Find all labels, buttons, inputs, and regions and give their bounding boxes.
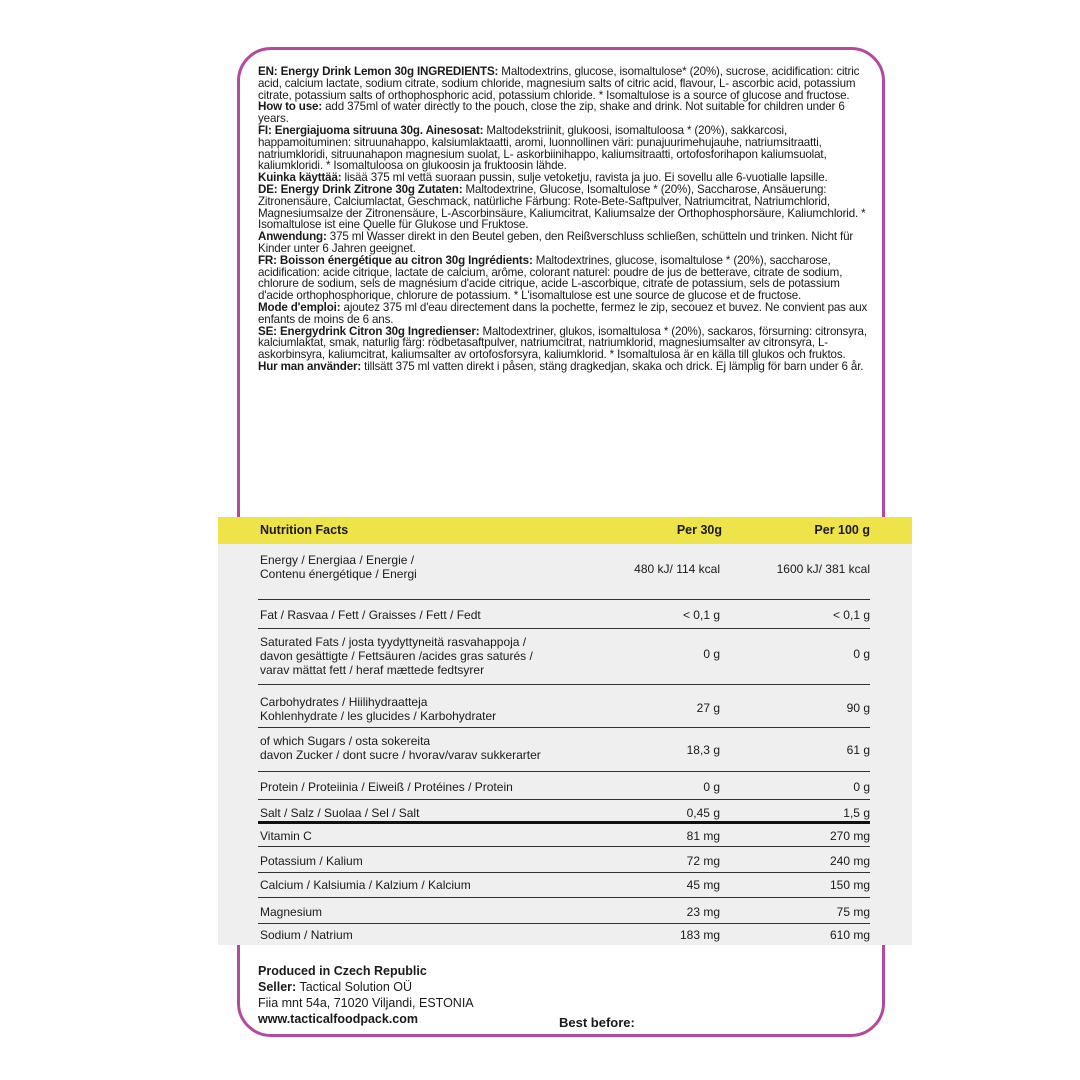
value-per-30g: 18,3 g	[686, 743, 720, 757]
ingredients-fr: FR: Boisson énergétique au citron 30g Ingrédients: Maltodextrines, glucose, isomaltulose * (20%), saccharose, acidification: acide citrique, lactate de calcium, arôme, colorant naturel: poudre de jus de betterave, citrate de sodium, chlorure de sodium, sels de magnésium d'acide citrique, acide L-ascorbique, citrate de potassium, sels de potassium d'acide orthophosphorique, chlorure de potassium. * L'isomaltulose est une source de glucose et de fructose.	[258, 253, 843, 303]
value-per-100g: 1,5 g	[843, 806, 870, 820]
nutrition-row	[258, 600, 870, 629]
nutrition-row	[258, 898, 870, 924]
value-per-30g: 0,45 g	[686, 806, 720, 820]
nutrient-name: Magnesium	[260, 905, 323, 919]
nutrition-row	[258, 873, 870, 898]
value-per-100g: 610 mg	[829, 928, 870, 942]
produced-in: Produced in Czech Republic	[258, 964, 427, 978]
nutrient-name: Potassium / Kalium	[260, 854, 363, 868]
value-per-30g: 23 mg	[686, 905, 720, 919]
nutrition-row	[258, 800, 870, 824]
value-per-30g: < 0,1 g	[682, 608, 720, 622]
nutrient-name: Fat / Rasvaa / Fett / Graisses / Fett / Fedt	[260, 608, 481, 622]
value-per-30g: 480 kJ/ 114 kcal	[634, 562, 720, 576]
value-per-100g: 0 g	[853, 647, 870, 661]
nutrition-row	[258, 685, 870, 728]
nutrition-header	[218, 517, 912, 544]
column-header-per-100g: Per 100 g	[814, 523, 870, 537]
nutrition-row	[258, 824, 870, 847]
nutrition-row	[258, 847, 870, 873]
value-per-100g: 240 mg	[829, 854, 870, 868]
usage-se: Hur man använder: tillsätt 375 ml vatten direkt i påsen, stäng dragkedjan, skaka och drick. Ej lämplig för barn under 6 år.	[258, 359, 864, 373]
ingredients-de: DE: Energy Drink Zitrone 30g Zutaten: Maltodextrine, Glucose, Isomaltulose * (20%), Saccharose, Ansäuerung: Zitronensäure, Calciumlactat, Geschmack, natürliche Färbung: Rote-Bete-Saftpulver, Natriumcitrat, Natriumchlorid, Magnesiumsalze der Zitronensäure, L-Ascorbinsäure, Kaliumcitrat, Kaliumsalze der Orthophosphorsäure, Kaliumchlorid. * Isomaltulose ist eine Quelle für Glukose und Fruktose.	[258, 182, 866, 232]
value-per-30g: 0 g	[703, 780, 720, 794]
value-per-30g: 45 mg	[686, 878, 720, 892]
seller-address: Fiia mnt 54a, 71020 Viljandi, ESTONIA	[258, 996, 474, 1010]
usage-fi: Kuinka käyttää: lisää 375 ml vettä suoraan pussin, sulje vetoketju, ravista ja juo. Ei sovellu alle 6-vuotialle lapsille.	[258, 171, 828, 185]
value-per-30g: 81 mg	[686, 829, 720, 843]
nutrition-row	[258, 924, 870, 945]
nutrient-name: Vitamin C	[260, 829, 312, 843]
nutrient-name: Salt / Salz / Suolaa / Sel / Salt	[260, 806, 420, 820]
nutrition-row	[258, 728, 870, 772]
ingredients-fi: FI: Energiajuoma sitruuna 30g. Ainesosat: Maltodekstriinit, glukoosi, isomaltuloosa * (20%), sakkarcosi, happamoituminen: sitruunahappo, kalsiumlaktaatti, aromi, luonnollinen väri: punajuurimehujauhe, natriumsitraatti, natriumkloridi, sitruunahapon magnesium suolat, L- askorbiinihappo, kaliumsitraatti, ortofosforihapon kaliumsuolat, kaliumkloridi. * Isomaltuloosa on glukoosin ja fruktoosin lähde.	[258, 123, 827, 173]
nutrient-name: Energy / Energiaa / Energie / Contenu énergétique / Energi	[260, 553, 417, 581]
value-per-30g: 0 g	[703, 647, 720, 661]
column-header-per-30g: Per 30g	[676, 523, 722, 537]
nutrient-name: Protein / Proteiinia / Eiweiß / Protéines / Protein	[260, 780, 513, 794]
value-per-100g: 75 mg	[836, 905, 870, 919]
value-per-100g: < 0,1 g	[832, 608, 870, 622]
usage-en: How to use: add 375ml of water directly to the pouch, close the zip, shake and drink. Not suitable for children under 6 years.	[258, 100, 845, 126]
seller-line: Seller: Tactical Solution OÜ	[258, 980, 413, 994]
nutrient-name: Saturated Fats / josta tyydyttyneitä rasvahappoja / davon gesättigte / Fettsäuren /acides gras saturés / varav mättat fett / heraf mættede fedtsyrer	[260, 635, 533, 677]
nutrient-name: Sodium / Natrium	[260, 928, 353, 942]
usage-de: Anwendung: 375 ml Wasser direkt in den Beutel geben, den Reißverschluss schließen, schütteln und trinken. Nicht für Kinder unter 6 Jahren geeignet.	[258, 230, 854, 255]
footer-info	[258, 963, 474, 1027]
website-link[interactable]: www.tacticalfoodpack.com	[258, 1012, 418, 1026]
ingredients-en: EN: Energy Drink Lemon 30g INGREDIENTS: Maltodextrins, glucose, isomaltulose* (20%), sucrose, acidification: citric acid, calcium lactate, sodium citrate, sodium chloride, magnesium salts of citric acid, flavour, L- ascorbic acid, potassium citrate, potassium salts of orthophosphoric acid, potassium chloride. * Isomaltulose is a source of glucose and fructose.	[258, 65, 860, 102]
ingredients-block	[258, 66, 876, 373]
ingredients-se: SE: Energydrink Citron 30g Ingredienser: Maltodextriner, glukos, isomaltulosa * (20%), sackaros, försurning: citronsyra, kalciumlaktat, smak, naturlig färg: rödbetasaftpulver, natriumcitrat, natriumklorid, magnesiumsalter av citronsyra, L-askorbinsyra, kaliumcitrat, kaliumsalter av ortofosforsyra, kaliumklorid. * Isomaltulosa är en källa till glukos och fruktos.	[258, 324, 867, 362]
value-per-30g: 183 mg	[679, 928, 720, 942]
value-per-100g: 90 g	[846, 701, 870, 715]
nutrition-title: Nutrition Facts	[260, 523, 349, 537]
nutrient-name: Carbohydrates / Hiilihydraatteja Kohlenhydrate / les glucides / Karbohydrater	[260, 695, 497, 723]
value-per-30g: 27 g	[696, 701, 720, 715]
nutrient-name: of which Sugars / osta sokereita davon Zucker / dont sucre / hvorav/varav sukkerarter	[260, 734, 541, 762]
nutrition-row	[258, 772, 870, 800]
value-per-100g: 61 g	[846, 743, 870, 757]
value-per-100g: 0 g	[853, 780, 870, 794]
value-per-30g: 72 mg	[686, 854, 720, 868]
value-per-100g: 150 mg	[829, 878, 870, 892]
usage-fr: Mode d'emploi: ajoutez 375 ml d'eau directement dans la pochette, fermez le zip, secouez et buvez. Ne convient pas aux enfants de moins de 6 ans.	[258, 300, 868, 326]
value-per-100g: 1600 kJ/ 381 kcal	[776, 562, 870, 576]
nutrition-table	[218, 517, 912, 945]
best-before-label: Best before:	[559, 1015, 635, 1030]
nutrition-row	[258, 629, 870, 685]
nutrient-name: Calcium / Kalsiumia / Kalzium / Kalcium	[260, 878, 471, 892]
value-per-100g: 270 mg	[829, 829, 870, 843]
nutrition-row	[258, 548, 870, 600]
